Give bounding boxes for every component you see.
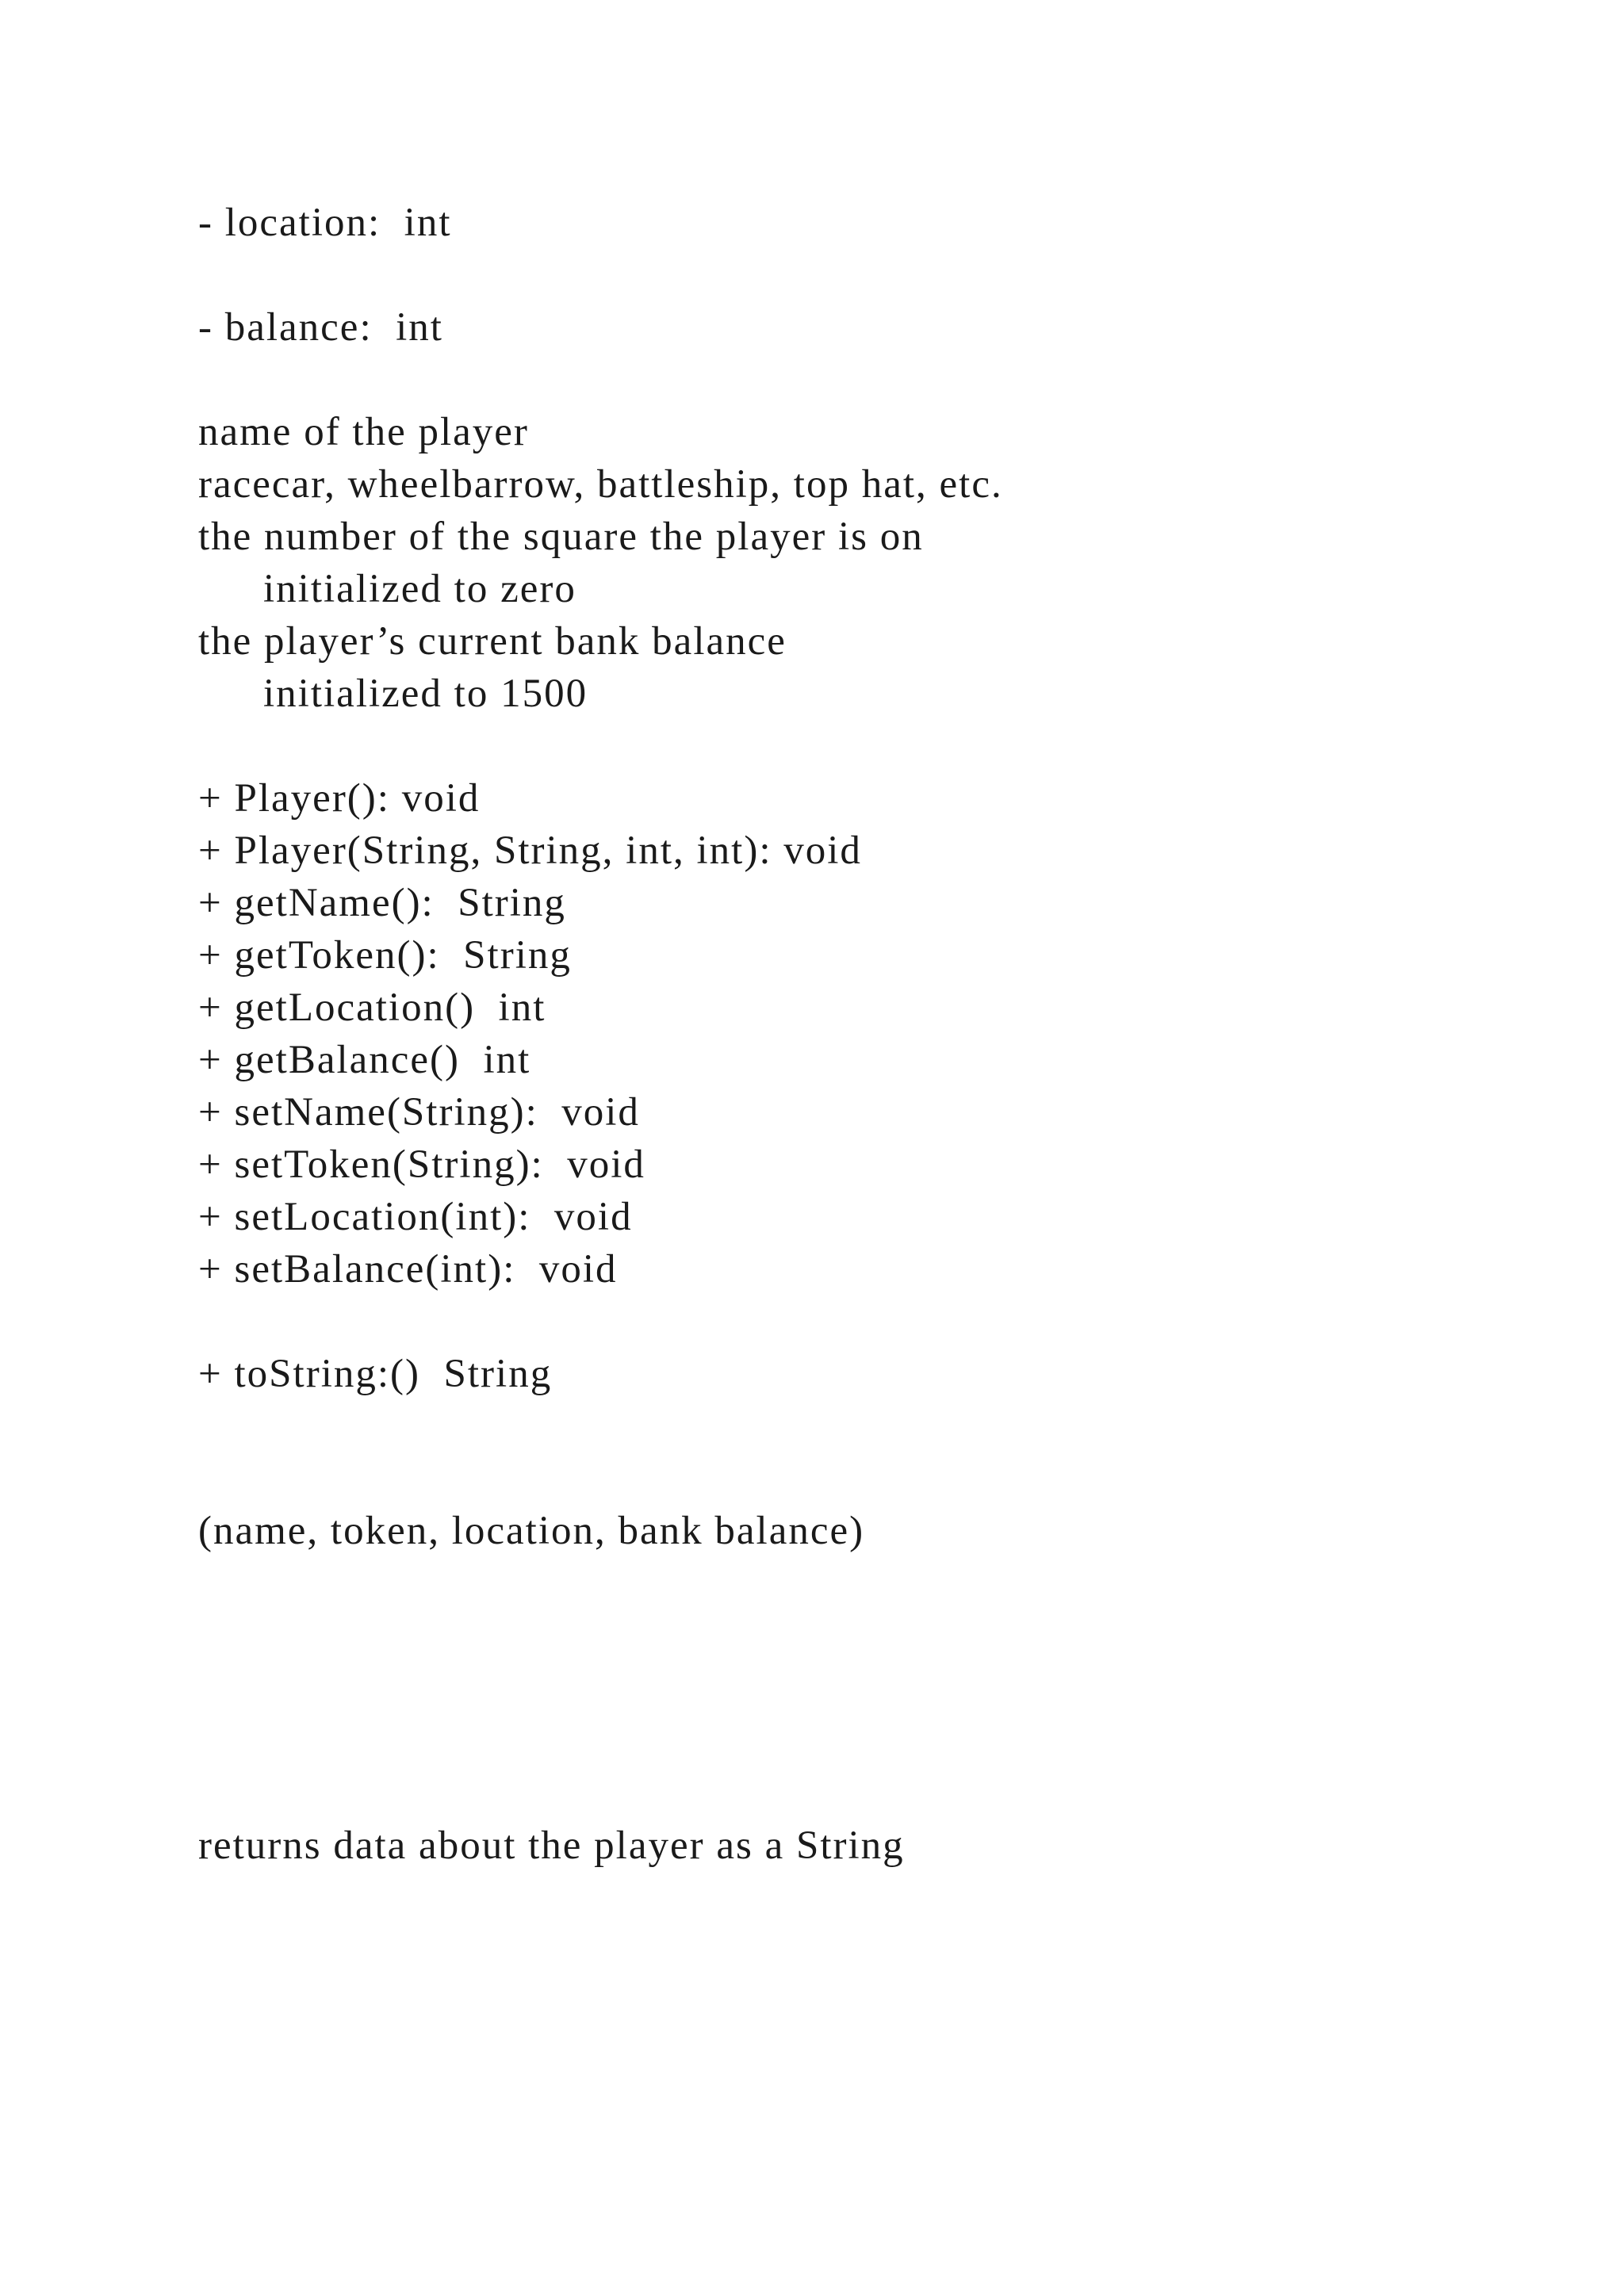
method-get-balance: + getBalance() int — [198, 1038, 531, 1082]
attribute-balance: - balance: int — [198, 305, 443, 350]
attribute-location: - location: int — [198, 201, 452, 245]
description-balance-init: initialized to 1500 — [263, 672, 588, 716]
method-set-balance: + setBalance(int): void — [198, 1247, 618, 1292]
method-get-name: + getName(): String — [198, 881, 566, 925]
method-player-full: + Player(String, String, int, int): void — [198, 828, 862, 873]
description-location-init: initialized to zero — [263, 567, 576, 611]
description-balance: the player’s current bank balance — [198, 619, 787, 664]
method-set-token: + setToken(String): void — [198, 1142, 645, 1187]
method-get-location: + getLocation() int — [198, 985, 546, 1030]
to-string-format: (name, token, location, bank balance) — [198, 1509, 865, 1553]
to-string-description: returns data about the player as a String — [198, 1823, 905, 1868]
description-location: the number of the square the player is on — [198, 515, 924, 559]
method-to-string: + toString:() String — [198, 1352, 553, 1396]
method-get-token: + getToken(): String — [198, 933, 572, 978]
description-name: name of the player — [198, 410, 529, 454]
method-set-location: + setLocation(int): void — [198, 1195, 633, 1239]
method-set-name: + setName(String): void — [198, 1090, 640, 1135]
description-token: racecar, wheelbarrow, battleship, top hat, etc. — [198, 462, 1003, 507]
method-player-default: + Player(): void — [198, 776, 481, 821]
